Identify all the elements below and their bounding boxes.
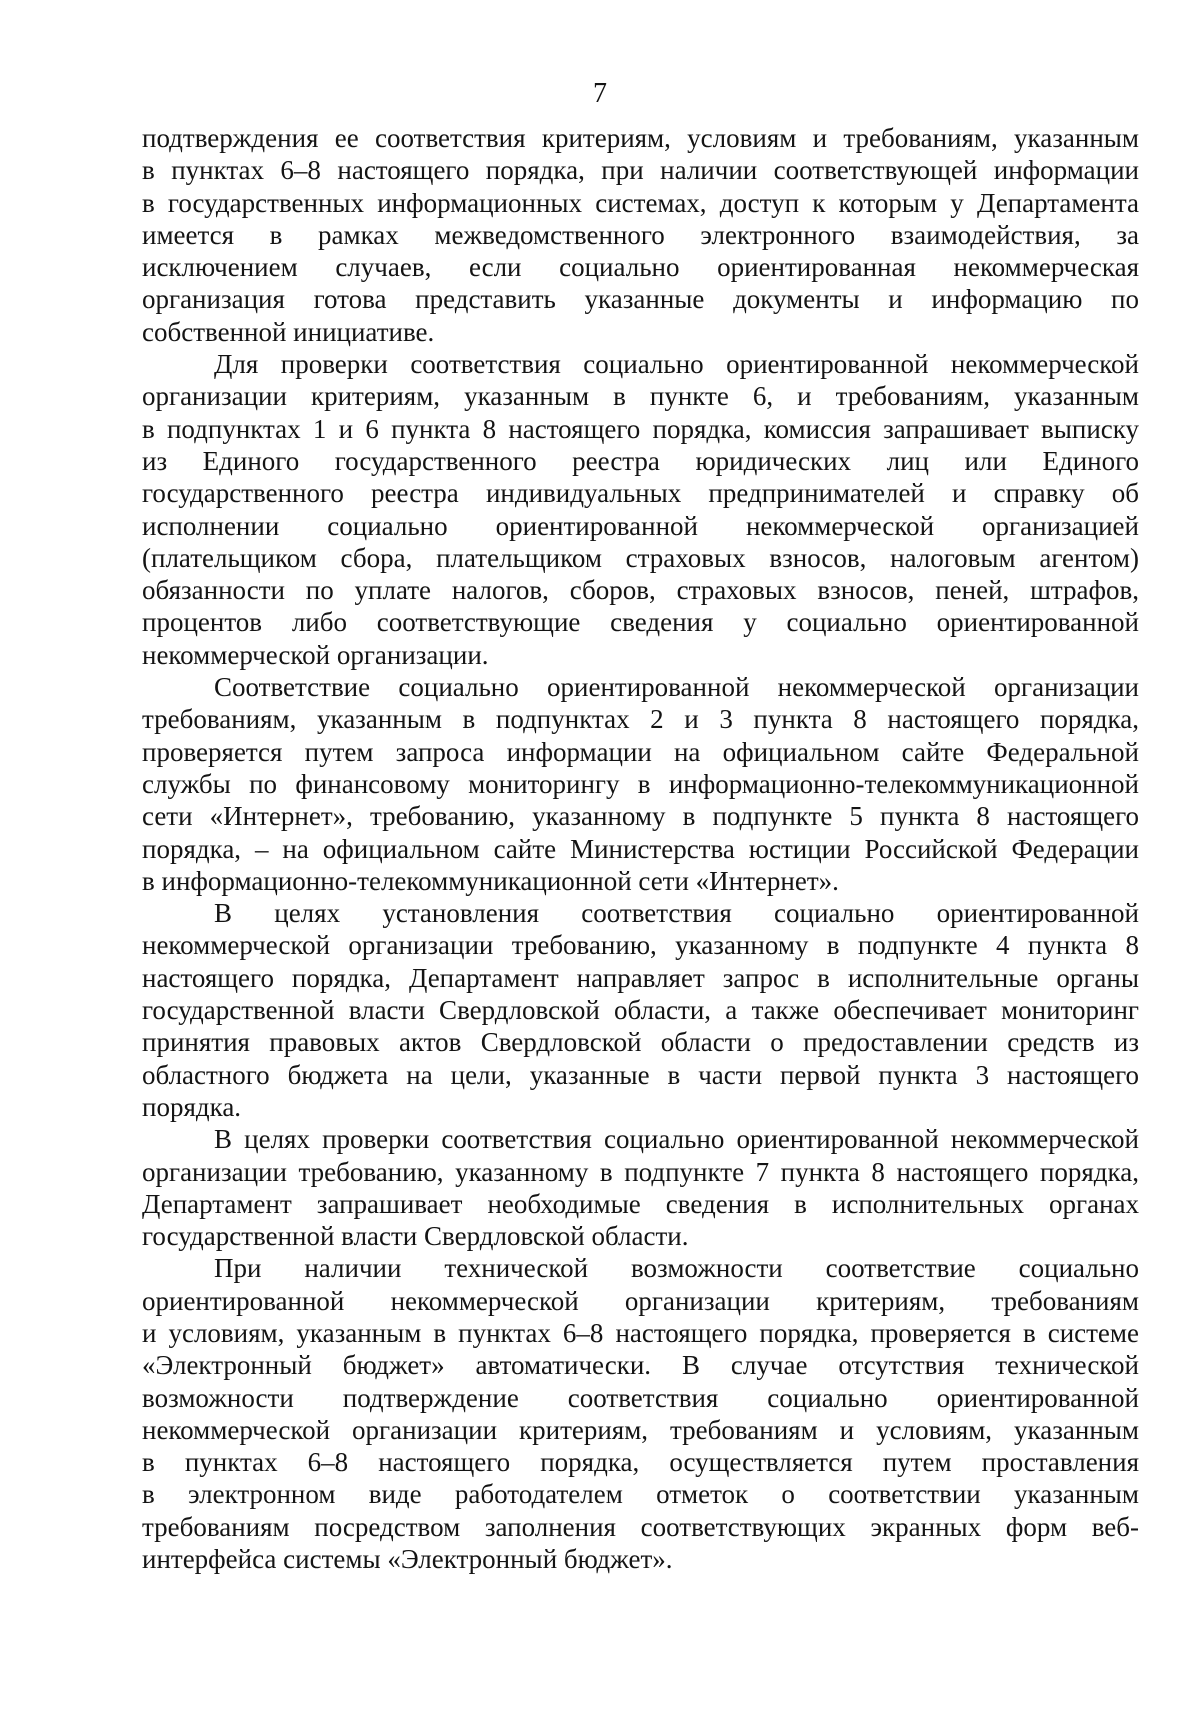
text-line: настоящего порядка, Департамент направляет запрос в исполнительные органы (142, 962, 1139, 993)
paragraph (142, 1252, 1139, 1575)
paragraph (142, 1123, 1139, 1252)
text-line: (плательщиком сбора, плательщиком страховых взносов, налоговым агентом) (142, 542, 1139, 573)
paragraph (142, 897, 1139, 1123)
text-line: имеется в рамках межведомственного электронного взаимодействия, за (142, 219, 1139, 250)
text-line: требованиям посредством заполнения соответствующих экранных форм веб- (142, 1511, 1139, 1542)
text-line: Соответствие социально ориентированной некоммерческой организации (214, 672, 1139, 703)
text-line: подтверждения ее соответствия критериям, условиям и требованиям, указанным (142, 123, 1139, 153)
text-line: проверяется путем запроса информации на официальном сайте Федеральной (142, 736, 1139, 767)
text-line: ориентированной некоммерческой организации критериям, требованиям (142, 1285, 1139, 1316)
text-line: в электронном виде работодателем отметок о соответствии указанным (142, 1479, 1139, 1510)
text-line: В целях проверки соответствия социально ориентированной некоммерческой (214, 1124, 1139, 1155)
text-line: собственной инициативе. (142, 316, 435, 347)
text-line: порядка. (142, 1091, 242, 1122)
page-number: 7 (593, 78, 607, 109)
text-line: из Единого государственного реестра юридических лиц или Единого (142, 445, 1139, 476)
text-line: организации критериям, указанным в пункте 6, и требованиям, указанным (142, 381, 1139, 412)
document-body (142, 122, 1139, 1575)
text-line: «Электронный бюджет» автоматически. В случае отсутствия технической (142, 1350, 1139, 1381)
text-line: возможности подтверждение соответствия социально ориентированной (142, 1382, 1139, 1413)
text-line: некоммерческой организации требованию, указанному в подпункте 4 пункта 8 (142, 930, 1139, 961)
text-line: Департамент запрашивает необходимые сведения в исполнительных органах (142, 1188, 1139, 1219)
text-line: организация готова представить указанные документы и информацию по (142, 284, 1139, 315)
text-line: требованиям, указанным в подпунктах 2 и 3 пункта 8 настоящего порядка, (142, 704, 1139, 735)
text-line: в пунктах 6–8 настоящего порядка, при наличии соответствующей информации (142, 155, 1139, 186)
text-line: и условиям, указанным в пунктах 6–8 настоящего порядка, проверяется в системе (142, 1317, 1139, 1348)
text-line: в подпунктах 1 и 6 пункта 8 настоящего порядка, комиссия запрашивает выписку (142, 413, 1139, 444)
text-line: государственной власти Свердловской области. (142, 1221, 689, 1252)
text-line: исключением случаев, если социально ориентированная некоммерческая (142, 252, 1139, 283)
text-line: службы по финансовому мониторингу в информационно-телекоммуникационной (142, 768, 1139, 799)
text-line: В целях установления соответствия социально ориентированной (214, 898, 1139, 929)
text-line: сети «Интернет», требованию, указанному в подпункте 5 пункта 8 настоящего (142, 801, 1139, 832)
text-line: обязанности по уплате налогов, сборов, страховых взносов, пеней, штрафов, (142, 575, 1139, 606)
text-line: областного бюджета на цели, указанные в части первой пункта 3 настоящего (142, 1059, 1139, 1090)
text-line: При наличии технической возможности соответствие социально (214, 1253, 1139, 1284)
text-line: в пунктах 6–8 настоящего порядка, осуществляется путем проставления (142, 1447, 1139, 1478)
text-line: некоммерческой организации критериям, требованиям и условиям, указанным (142, 1414, 1139, 1445)
text-line: порядка, – на официальном сайте Министерства юстиции Российской Федерации (142, 833, 1139, 864)
text-line: государственного реестра индивидуальных предпринимателей и справку об (142, 478, 1139, 509)
paragraph (142, 671, 1139, 897)
text-line: государственной власти Свердловской области, а также обеспечивает мониторинг (142, 995, 1139, 1026)
text-line: интерфейса системы «Электронный бюджет». (142, 1544, 673, 1575)
text-line: в информационно-телекоммуникационной сети «Интернет». (142, 865, 839, 896)
text-line: организации требованию, указанному в подпункте 7 пункта 8 настоящего порядка, (142, 1156, 1139, 1187)
paragraph (142, 348, 1139, 671)
text-line: принятия правовых актов Свердловской области о предоставлении средств из (142, 1027, 1139, 1058)
text-line: некоммерческой организации. (142, 639, 489, 670)
text-line: в государственных информационных системах, доступ к которым у Департамента (142, 187, 1139, 218)
text-line: Для проверки соответствия социально ориентированной некоммерческой (214, 349, 1139, 380)
text-line: исполнении социально ориентированной некоммерческой организацией (142, 510, 1139, 541)
paragraph (142, 122, 1139, 348)
text-line: процентов либо соответствующие сведения у социально ориентированной (142, 607, 1139, 638)
